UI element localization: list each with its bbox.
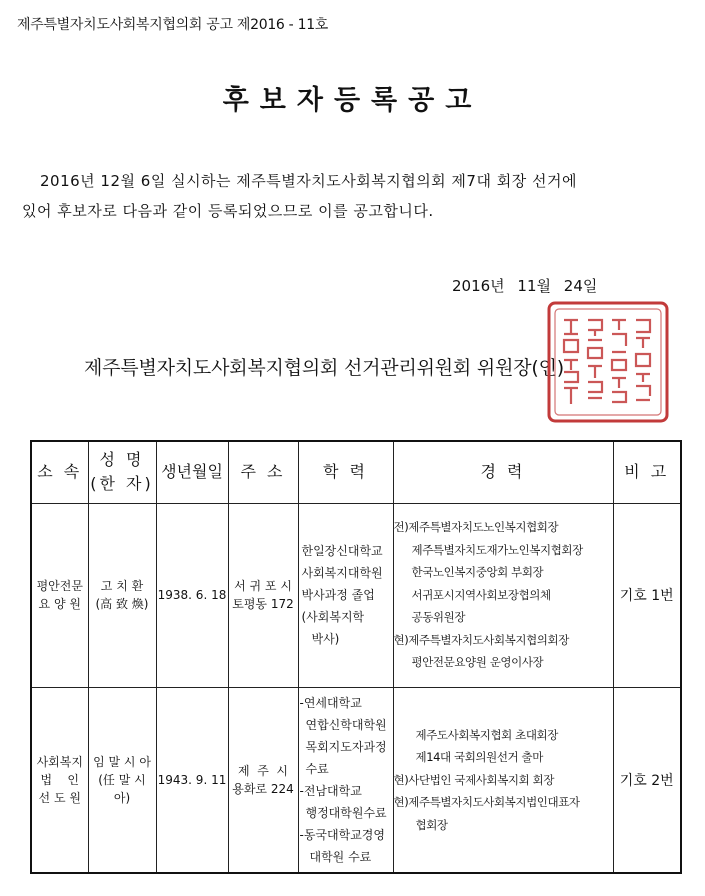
cell-name bbox=[88, 687, 156, 873]
cell-text: 평안전문 bbox=[36, 579, 83, 593]
notice-date: 2016년 11월 24일 bbox=[452, 277, 598, 295]
notice-body bbox=[22, 166, 682, 226]
cell-text: 현)사단법인 국제사회복지회 회장 bbox=[393, 772, 555, 787]
cell-text: 현)제주특별자치도사회복지법인대표자 bbox=[393, 795, 580, 809]
cell-education bbox=[298, 687, 393, 873]
cell-text: 용화로 224 bbox=[232, 781, 294, 796]
cell-text: (任 말 시 아) bbox=[98, 772, 146, 805]
cell-address bbox=[228, 503, 298, 687]
cell-text: -연세대학교 bbox=[299, 695, 362, 710]
cell-text: 요 양 원 bbox=[38, 597, 81, 611]
cell-text: 토평동 172 bbox=[232, 597, 294, 611]
cell-text: 한일장신대학교 bbox=[301, 544, 383, 558]
cell-career bbox=[393, 503, 613, 687]
cell-text: 평안전문요양원 운영이사장 bbox=[411, 655, 544, 670]
cell-text: 서귀포시지역사회보장협의체 bbox=[411, 587, 551, 602]
cell-career bbox=[393, 687, 613, 873]
cell-text: (사회복지학 bbox=[301, 610, 365, 624]
cell-text: 제주특별자치도재가노인복지협회장 bbox=[411, 542, 583, 557]
column-header-address: 주 소 bbox=[228, 441, 298, 503]
table-row bbox=[31, 687, 681, 873]
cell-text: 고 치 환 bbox=[100, 579, 144, 593]
cell-text: 제주도사회복지협회 초대회장 bbox=[415, 727, 558, 742]
page-title: 후보자등록공고 bbox=[222, 85, 483, 116]
column-header-name bbox=[88, 441, 156, 503]
cell-text: 목회지도자과정 bbox=[305, 739, 387, 754]
column-header-birth: 생년월일 bbox=[156, 441, 228, 503]
cell-text: 현)제주특별자치도사회복지협의회장 bbox=[393, 632, 569, 647]
issuer-name: 제주특별자치도사회복지협의회 선거관리위원회 위원장(인) bbox=[84, 357, 564, 379]
cell-text: 사회복지 bbox=[36, 754, 83, 769]
cell-text: 법 인 bbox=[40, 772, 79, 787]
cell-affiliation bbox=[31, 687, 88, 873]
cell-education bbox=[298, 503, 393, 687]
cell-address bbox=[228, 687, 298, 873]
cell-text: 대학원 수료 bbox=[309, 849, 372, 864]
cell-affiliation bbox=[31, 503, 88, 687]
cell-birth: 1943. 9. 11 bbox=[156, 687, 228, 873]
cell-text: 협회장 bbox=[415, 817, 448, 832]
column-header-remarks: 비 고 bbox=[613, 441, 681, 503]
cell-text: -동국대학교경영 bbox=[299, 827, 385, 842]
cell-text: 박사과정 졸업 bbox=[301, 588, 375, 602]
notice-body-line: 2016년 12월 6일 실시하는 제주특별자치도사회복지협의회 제7대 회장 선거에 bbox=[40, 172, 577, 190]
column-header-affiliation: 소 속 bbox=[31, 441, 88, 503]
column-header-name-line: 성 명 bbox=[99, 450, 145, 470]
cell-text: 공동위원장 bbox=[411, 610, 466, 625]
cell-text: 연합신학대학원 bbox=[305, 717, 387, 732]
cell-text: 임 말 시 아 bbox=[93, 754, 151, 769]
cell-text: 행정대학원수료 bbox=[305, 805, 387, 820]
cell-text: 서 귀 포 시 bbox=[234, 579, 292, 593]
column-header-education: 학 력 bbox=[298, 441, 393, 503]
column-header-name-line: (한 자) bbox=[90, 474, 154, 494]
cell-text: -전남대학교 bbox=[299, 783, 362, 798]
cell-text: 한국노인복지중앙회 부회장 bbox=[411, 565, 544, 580]
cell-birth: 1938. 6. 18 bbox=[156, 503, 228, 687]
candidate-table bbox=[30, 440, 682, 874]
cell-text: 선 도 원 bbox=[38, 790, 81, 805]
cell-remark: 기호 2번 bbox=[613, 687, 681, 873]
cell-text: 사회복지대학원 bbox=[301, 566, 383, 580]
official-seal-icon bbox=[546, 300, 670, 424]
column-header-career: 경 력 bbox=[393, 441, 613, 503]
cell-text: 전)제주특별자치도노인복지협회장 bbox=[393, 520, 559, 535]
notice-number: 제주특별자치도사회복지협의회 공고 제2016 - 11호 bbox=[17, 17, 329, 33]
cell-name bbox=[88, 503, 156, 687]
cell-text: (高 致 煥) bbox=[95, 597, 149, 611]
cell-text: 제 주 시 bbox=[237, 763, 289, 778]
cell-text: 수료 bbox=[305, 761, 329, 776]
notice-body-line: 있어 후보자로 다음과 같이 등록되었으므로 이를 공고합니다. bbox=[22, 202, 434, 220]
table-row bbox=[31, 503, 681, 687]
cell-text: 박사) bbox=[311, 632, 340, 646]
table-header-row bbox=[31, 441, 681, 503]
cell-remark: 기호 1번 bbox=[613, 503, 681, 687]
cell-text: 제14대 국회의원선거 출마 bbox=[415, 750, 543, 764]
